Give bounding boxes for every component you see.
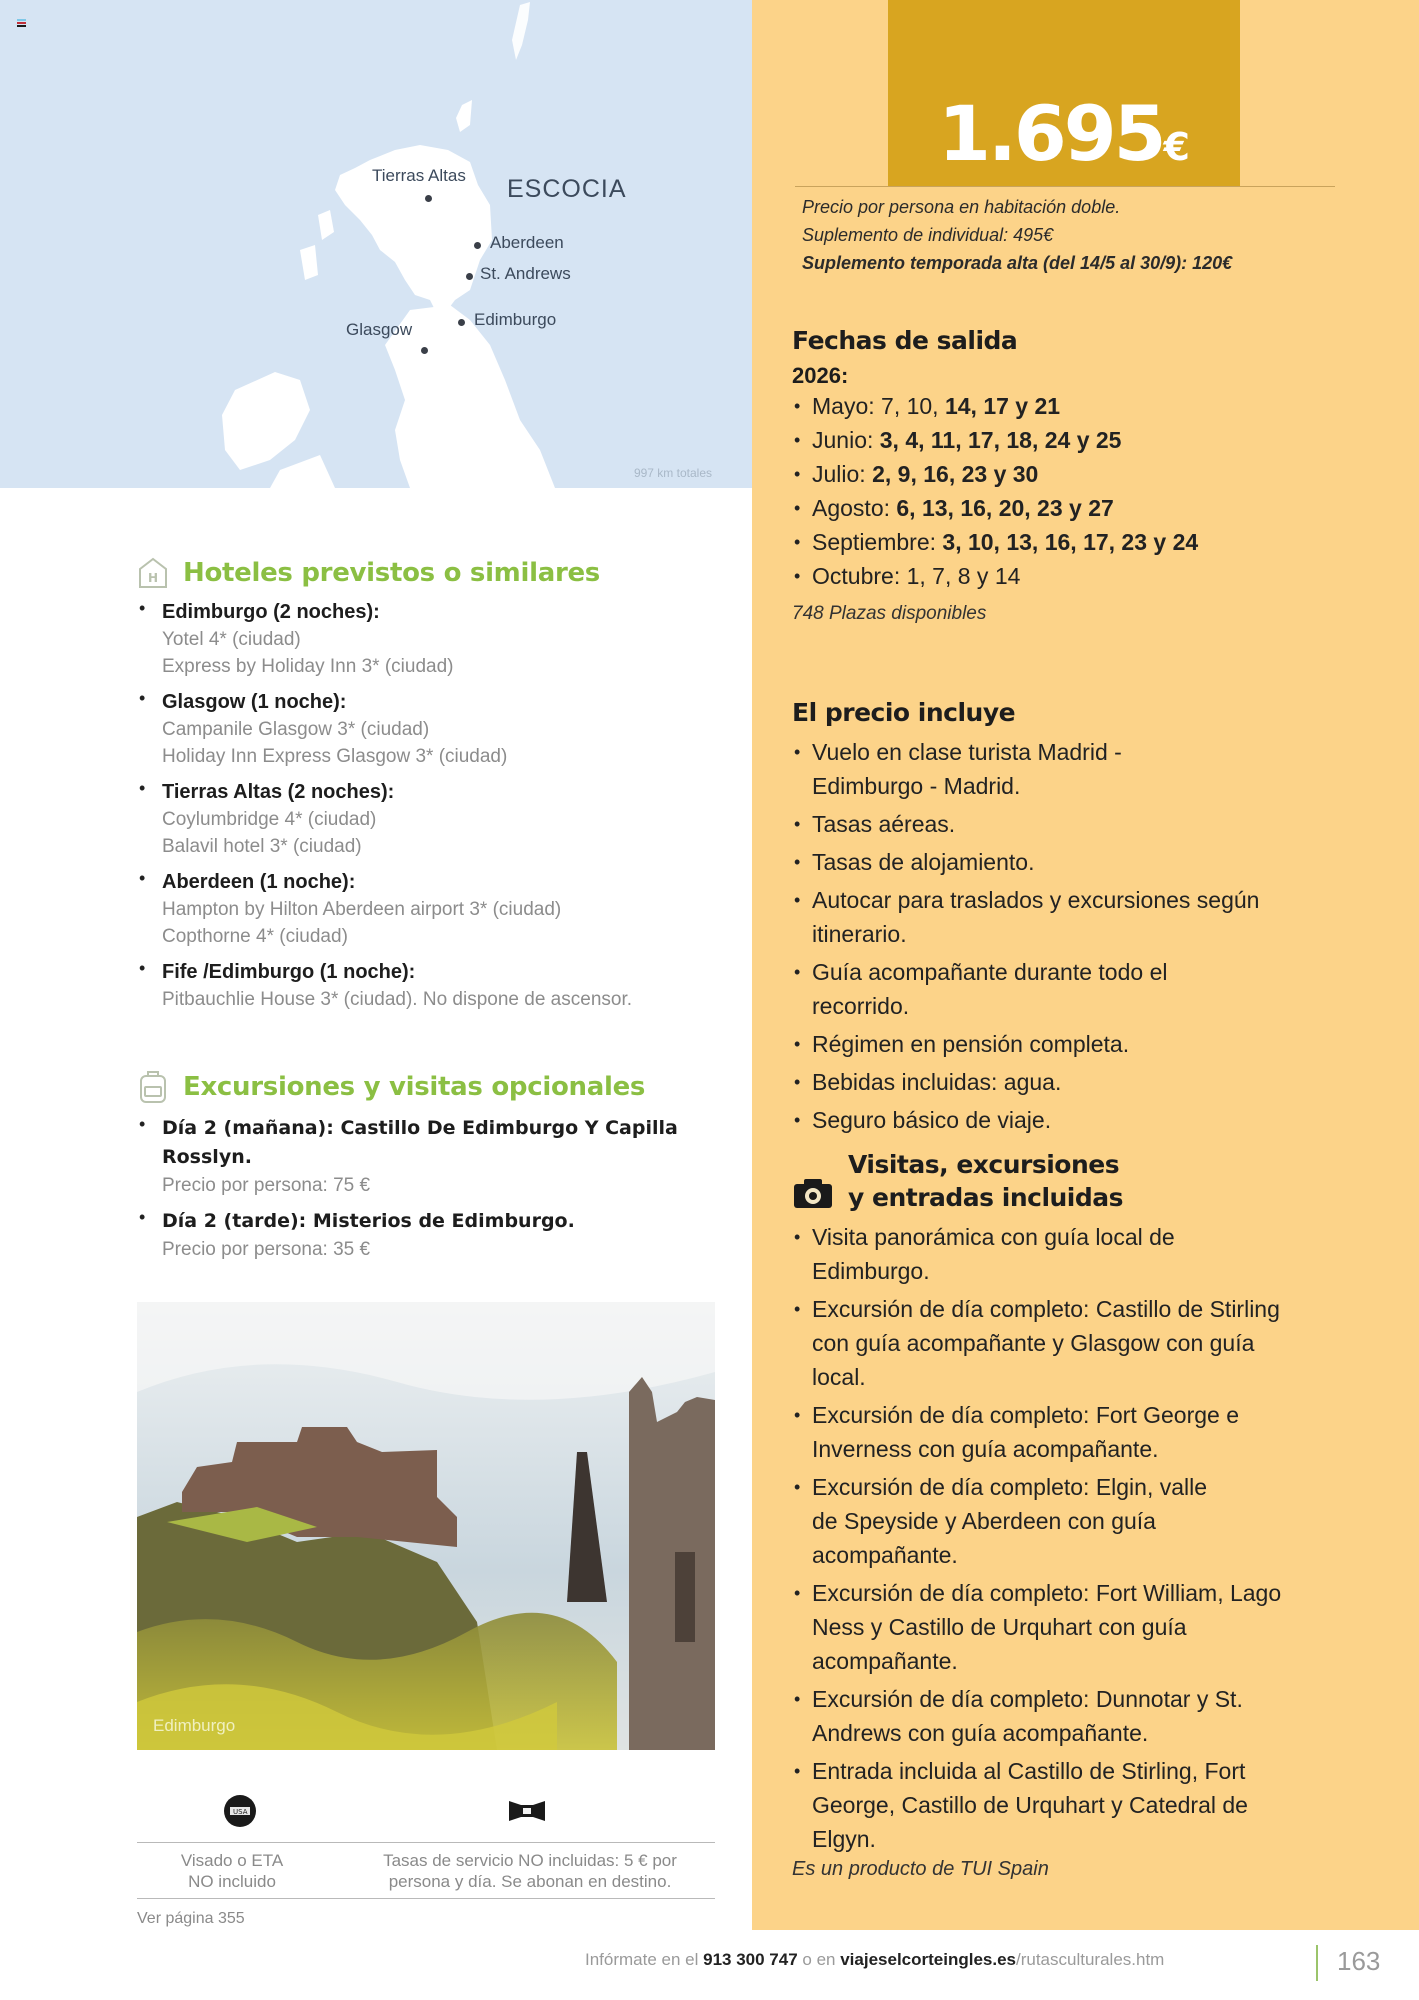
notice-top-divider: [137, 1842, 715, 1843]
map-dot-aberdeen: [474, 242, 481, 249]
map-title: ESCOCIA: [507, 175, 627, 203]
visits-item: • Entrada incluida al Castillo de Stirling, Fort George, Castillo de Urquhart y Catedral de Elgyn.: [792, 1754, 1252, 1856]
ticket-icon: [507, 1799, 547, 1823]
website-link[interactable]: viajeselcorteingles.es: [840, 1950, 1016, 1969]
includes-section: [792, 698, 1392, 1141]
price-single-supplement: Suplemento de individual: 495€: [802, 225, 1054, 245]
trip-summary-panel: [752, 0, 1419, 1930]
visits-item: • Excursión de día completo: Elgin, valle de Speyside y Aberdeen con guía acompañante.: [792, 1470, 1212, 1572]
optional-item: • Día 2 (tarde): Misterios de Edimburgo. Precio por persona: 35 €: [137, 1207, 737, 1263]
map-dot-glasgow: [421, 347, 428, 354]
visits-item: • Excursión de día completo: Fort William, Lago Ness y Castillo de Urquhart con guía acompañante.: [792, 1576, 1282, 1678]
visa-stamp-icon: [222, 1793, 258, 1829]
includes-item: • Tasas de alojamiento.: [792, 845, 1392, 879]
includes-heading: El precio incluye: [792, 698, 1016, 727]
visits-list: [792, 1220, 1392, 1856]
scotland-landmass: [0, 0, 752, 488]
departure-month: • Septiembre: 3, 10, 13, 16, 17, 23 y 24: [792, 525, 1392, 559]
departures-list: [792, 389, 1392, 593]
optional-list: [137, 1114, 737, 1263]
visits-heading: [792, 1148, 1392, 1214]
hotels-list: [137, 598, 737, 1013]
visits-item: • Excursión de día completo: Castillo de Stirling con guía acompañante y Glasgow con guía local.: [792, 1292, 1312, 1394]
includes-item: • Bebidas incluidas: agua.: [792, 1065, 1392, 1099]
map-distance: 997 km totales: [633, 466, 712, 480]
price-amount: 1.695: [938, 89, 1164, 178]
hotel-city-item: • Aberdeen (1 noche): Hampton by Hilton Aberdeen airport 3* (ciudad) Copthorne 4* (ciudad): [137, 868, 737, 950]
departure-month: • Junio: 3, 4, 11, 17, 18, 24 y 25: [792, 423, 1392, 457]
departures-section: [792, 326, 1392, 625]
map-label-aberdeen: Aberdeen: [490, 233, 564, 252]
page-footer: Infórmate en el 913 300 747 o en viajeselcorteingles.es/rutasculturales.htm 163: [585, 1950, 1385, 1980]
includes-list: [792, 735, 1392, 1137]
notice-bottom-divider: [137, 1898, 715, 1899]
visits-heading-line1: Visitas, excursiones: [848, 1150, 1120, 1179]
flag-icon: [17, 19, 26, 27]
visa-notice: Visado o ETA NO incluido: [180, 1851, 284, 1891]
map-dot-edimburgo: [458, 319, 465, 326]
castle-image: [137, 1302, 715, 1750]
optional-heading: Excursiones y visitas opcionales: [137, 1070, 737, 1104]
svg-text:USA: USA: [233, 1808, 248, 1816]
price-note-per-person: Precio por persona en habitación doble.: [802, 197, 1121, 217]
price-divider: [795, 186, 1335, 187]
page-number: 163: [1337, 1946, 1381, 1976]
includes-item: • Autocar para traslados y excursiones según itinerario.: [792, 883, 1262, 951]
departures-year: 2026:: [792, 363, 849, 388]
departure-month: • Agosto: 6, 13, 16, 20, 23 y 27: [792, 491, 1392, 525]
see-page-link[interactable]: Ver página 355: [137, 1910, 245, 1927]
visits-item: • Excursión de día completo: Fort George e Inverness con guía acompañante.: [792, 1398, 1292, 1466]
contact-phone[interactable]: 913 300 747: [703, 1950, 798, 1969]
hotel-icon: [137, 556, 169, 590]
price-value: [888, 89, 1240, 178]
optional-item: • Día 2 (mañana): Castillo De Edimburgo Y Capilla Rosslyn. Precio por persona: 75 €: [137, 1114, 697, 1199]
map-label-tierras-altas: Tierras Altas: [372, 166, 466, 185]
map-label-st-andrews: St. Andrews: [480, 264, 571, 283]
notice-icons: [137, 1793, 715, 1829]
optional-excursions-section: [137, 1070, 737, 1271]
visits-item: • Excursión de día completo: Dunnotar y St. Andrews con guía acompañante.: [792, 1682, 1272, 1750]
edinburgh-photo: [137, 1302, 715, 1750]
svg-text:H: H: [148, 571, 158, 585]
map-label-edimburgo: Edimburgo: [474, 310, 557, 329]
map-label-glasgow: Glasgow: [346, 320, 413, 339]
departure-month: • Julio: 2, 9, 16, 23 y 30: [792, 457, 1392, 491]
map-dot-tierras-altas: [425, 195, 432, 202]
hotels-section: [137, 556, 737, 1021]
price-notes: [802, 193, 1232, 277]
producer-note: Es un producto de TUI Spain: [792, 1858, 1049, 1880]
includes-item: • Guía acompañante durante todo el recorrido.: [792, 955, 1212, 1023]
hotel-city-item: • Glasgow (1 noche): Campanile Glasgow 3* (ciudad) Holiday Inn Express Glasgow 3* (ciudad): [137, 688, 737, 770]
includes-item: • Tasas aéreas.: [792, 807, 1392, 841]
departure-month: • Mayo: 7, 10, 14, 17 y 21: [792, 389, 1392, 423]
includes-item: • Seguro básico de viaje.: [792, 1103, 1392, 1137]
visits-item: • Visita panorámica con guía local de Edimburgo.: [792, 1220, 1202, 1288]
price-currency: €: [1163, 125, 1190, 169]
includes-item: • Vuelo en clase turista Madrid - Edimburgo - Madrid.: [792, 735, 1192, 803]
seats-available: 748 Plazas disponibles: [792, 603, 987, 624]
visits-heading-line2: y entradas incluidas: [848, 1183, 1124, 1212]
backpack-icon: [137, 1070, 169, 1104]
map-dot-st-andrews: [466, 273, 473, 280]
hotel-city-item: • Edimburgo (2 noches): Yotel 4* (ciudad) Express by Holiday Inn 3* (ciudad): [137, 598, 737, 680]
footer-separator: [1316, 1945, 1318, 1981]
price-high-season-supplement: Suplemento temporada alta (del 14/5 al 30/9): 120€: [802, 253, 1233, 273]
route-map: [0, 0, 752, 488]
departures-heading: Fechas de salida: [792, 326, 1018, 355]
hotel-city-item: • Fife /Edimburgo (1 noche): Pitbauchlie House 3* (ciudad). No dispone de ascensor.: [137, 958, 737, 1013]
photo-caption: Edimburgo: [153, 1716, 236, 1735]
price-box: [888, 0, 1240, 186]
hotel-city-item: • Tierras Altas (2 noches): Coylumbridge 4* (ciudad) Balavil hotel 3* (ciudad): [137, 778, 737, 860]
visits-section: [792, 1148, 1392, 1860]
hotels-heading: H Hoteles previstos o similares: [137, 556, 737, 590]
departure-month: • Octubre: 1, 7, 8 y 14: [792, 559, 1392, 593]
includes-item: • Régimen en pensión completa.: [792, 1027, 1392, 1061]
camera-icon: [792, 1176, 834, 1210]
website-path[interactable]: /rutasculturales.htm: [1016, 1950, 1165, 1969]
service-fees-notice: Tasas de servicio NO incluidas: 5 € por persona y día. Se abonan en destino.: [383, 1851, 677, 1891]
